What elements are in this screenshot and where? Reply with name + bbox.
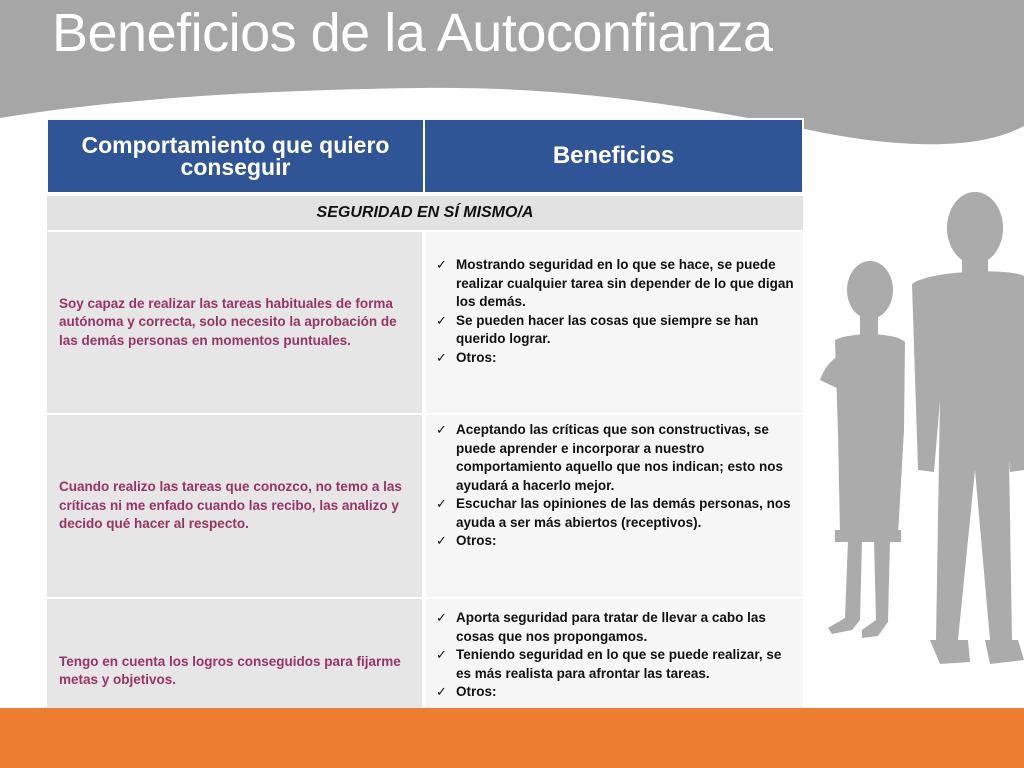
benefit-text: Mostrando seguridad en lo que se hace, se puede realizar cualquier tarea sin depender de lo que digan los demás. xyxy=(456,257,794,309)
list-item xyxy=(436,646,799,683)
list-item xyxy=(436,256,799,312)
bottom-accent-bar xyxy=(0,708,1024,768)
benefits-list xyxy=(436,421,799,551)
behavior-cell: Cuando realizo las tareas que conozco, no temo a las críticas ni me enfado cuando las recibo, las analizo y decido qué hacer al respecto. xyxy=(47,414,424,598)
list-item xyxy=(436,349,799,368)
benefits-column-header: Beneficios xyxy=(424,119,803,194)
check-icon: ✓ xyxy=(436,312,447,328)
behavior-column-header: Comportamiento que quiero conseguir xyxy=(47,119,424,194)
man-silhouette xyxy=(912,192,1024,664)
woman-silhouette xyxy=(820,261,905,638)
benefit-text: Se pueden hacer las cosas que siempre se han querido lograr. xyxy=(456,312,759,346)
benefits-cell xyxy=(424,414,803,598)
list-item xyxy=(436,421,799,495)
benefit-text: Aceptando las críticas que son constructivas, se puede aprender e incorporar a nuestro comportamiento aquello que nos indican; esto nos ayudará a hacerlo mejor. xyxy=(456,422,784,493)
benefit-text: Aporta seguridad para tratar de llevar a cabo las cosas que nos propongamos. xyxy=(456,610,766,644)
benefit-text: Teniendo seguridad en lo que se puede realizar, se es más realista para afrontar las tareas. xyxy=(456,647,782,681)
check-icon: ✓ xyxy=(436,610,447,625)
table-row xyxy=(47,231,803,414)
list-item xyxy=(436,312,799,349)
benefits-list xyxy=(436,609,799,702)
list-item xyxy=(436,532,799,551)
benefit-text: Otros: xyxy=(456,684,497,699)
benefit-text: Otros: xyxy=(456,349,497,365)
table-row xyxy=(47,414,803,598)
check-icon: ✓ xyxy=(436,496,447,511)
list-item xyxy=(436,609,799,646)
benefit-text: Escuchar las opiniones de las demás personas, nos ayuda a ser más abiertos (receptivos). xyxy=(456,496,791,530)
benefits-cell xyxy=(424,231,803,414)
benefits-list xyxy=(436,256,799,367)
behavior-cell: Soy capaz de realizar las tareas habituales de forma autónoma y correcta, solo necesito la aprobación de las demás personas en momentos puntuales. xyxy=(47,231,424,414)
section-title: SEGURIDAD EN SÍ MISMO/A xyxy=(47,194,803,231)
check-icon: ✓ xyxy=(436,349,447,365)
behavior-cell: Tengo en cuenta los logros conseguidos para fijarme metas y objetivos. xyxy=(47,598,424,743)
list-item xyxy=(436,495,799,532)
check-icon: ✓ xyxy=(436,257,447,272)
slide-title: Beneficios de la Autoconfianza xyxy=(52,3,773,63)
check-icon: ✓ xyxy=(436,422,447,437)
check-icon: ✓ xyxy=(436,647,447,662)
list-item xyxy=(436,683,799,702)
benefits-table xyxy=(46,118,804,743)
benefit-text: Otros: xyxy=(456,533,497,548)
check-icon: ✓ xyxy=(436,684,447,699)
check-icon: ✓ xyxy=(436,533,447,548)
